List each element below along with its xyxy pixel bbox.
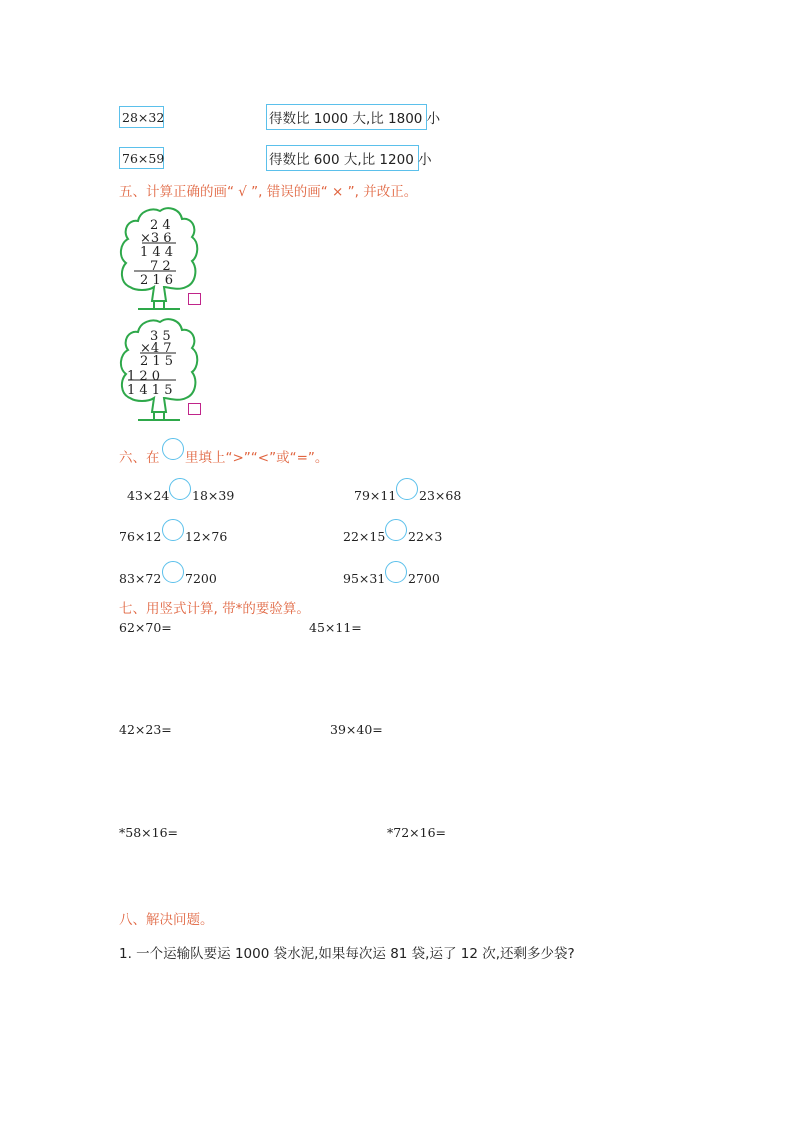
answer-box-2[interactable] [188, 403, 201, 415]
tree2-line1: 3 5 [150, 329, 171, 344]
estimate-expr: 28×32 [122, 109, 165, 125]
section5-title: 五、计算正确的画“ √ ”, 错误的画“ × ”, 并改正。 [119, 184, 418, 200]
compare-right: 23×68 [419, 488, 462, 503]
tree1-line2: ×3 6 [140, 231, 172, 246]
tree1-line3: 1 4 4 [140, 245, 174, 260]
compare-right: 7200 [185, 571, 217, 586]
vertical-calc-item: *72×16= [387, 825, 447, 840]
vertical-calc-item: 45×11= [309, 620, 362, 635]
estimate-condition: 得数比 1000 大,比 1800 小 [269, 111, 441, 127]
compare-left: 95×31 [343, 571, 386, 586]
estimate-condition-box [266, 145, 432, 171]
section6-title-a: 六、在 [119, 450, 160, 466]
compare-circle[interactable] [162, 519, 184, 541]
compare-circle[interactable] [162, 561, 184, 583]
compare-circle[interactable] [396, 478, 418, 500]
estimate-condition-box [266, 104, 441, 130]
tree2-line2: ×4 7 [140, 341, 172, 356]
compare-left: 22×15 [343, 529, 386, 544]
tree2-line4: 1 2 0 [127, 369, 161, 384]
section7-title: 七、用竖式计算, 带*的要验算。 [119, 601, 310, 617]
compare-left: 79×11 [354, 488, 397, 503]
estimate-expr: 76×59 [122, 150, 165, 166]
tree1-line1: 2 4 [150, 218, 171, 233]
estimate-condition: 得数比 600 大,比 1200 小 [269, 152, 432, 168]
tree2-line3: 2 1 5 [140, 354, 174, 369]
compare-circle[interactable] [169, 478, 191, 500]
answer-box-1[interactable] [188, 293, 201, 305]
compare-right: 18×39 [192, 488, 235, 503]
compare-circle[interactable] [385, 561, 407, 583]
compare-right: 22×3 [408, 529, 443, 544]
section8-title: 八、解决问题。 [119, 912, 214, 928]
compare-right: 2700 [408, 571, 440, 586]
title-circle-icon [162, 438, 184, 460]
tree1-line5: 2 1 6 [140, 273, 174, 288]
compare-right: 12×76 [185, 529, 228, 544]
vertical-calc-item: *58×16= [119, 825, 179, 840]
section6-title-b: 里填上“>”“<”或“=”。 [185, 450, 329, 466]
estimate-expr-box [119, 147, 164, 169]
compare-left: 83×72 [119, 571, 162, 586]
vertical-calc-item: 42×23= [119, 722, 172, 737]
compare-left: 76×12 [119, 529, 162, 544]
tree1-line4: 7 2 [150, 259, 171, 274]
vertical-calc-item: 62×70= [119, 620, 172, 635]
compare-circle[interactable] [385, 519, 407, 541]
vertical-calc-item: 39×40= [330, 722, 383, 737]
word-problem-1: 1. 一个运输队要运 1000 袋水泥,如果每次运 81 袋,运了 12 次,还剩多少袋? [119, 946, 575, 962]
compare-left: 43×24 [127, 488, 170, 503]
estimate-expr-box [119, 106, 164, 128]
tree2-line5: 1 4 1 5 [127, 383, 173, 398]
